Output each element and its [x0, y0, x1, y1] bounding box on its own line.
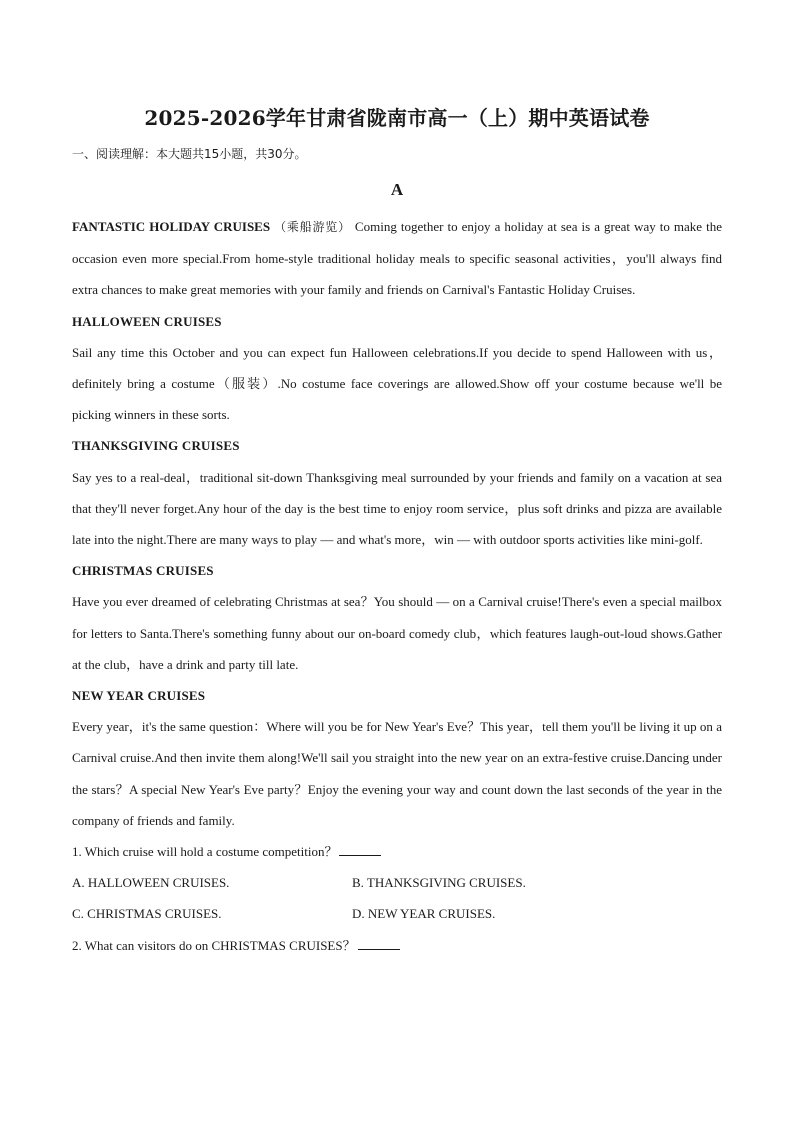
section-text-new-year: Every year，it's the same question：Where will you be for New Year's Eve？This year，tell them you'll be living it up on a Carnival cruise.And then invite them along!We'll sail you straight into the new year on an extra-festive cruise.Dancing under the stars？A special New Year's Eve party？Enjoy the evening your way and count down the last seconds of the year in the company of friends and family.: [72, 719, 722, 828]
page-title: 2025-2026学年甘肃省陇南市高一（上）期中英语试卷: [144, 106, 650, 130]
section-heading-thanksgiving: THANKSGIVING CRUISES: [72, 438, 240, 454]
part-letter: A: [390, 180, 404, 199]
section-heading-new-year: NEW YEAR CRUISES: [72, 688, 206, 704]
intro-heading: FANTASTIC HOLIDAY CRUISES: [72, 219, 271, 234]
section-heading-christmas: CHRISTMAS CRUISES: [72, 563, 214, 579]
answer-blank: [358, 937, 400, 950]
section-heading-halloween: HALLOWEEN CRUISES: [72, 313, 222, 329]
answer-blank: [339, 843, 381, 856]
intro-paragraph: [72, 211, 722, 306]
option-b: B. THANKSGIVING CRUISES.: [352, 875, 526, 891]
option-a: A. HALLOWEEN CRUISES.: [72, 875, 230, 891]
section-text-thanksgiving: Say yes to a real-deal，traditional sit-down Thanksgiving meal surrounded by your friends and family on a vacation at sea that they'll never forget.Any hour of the day is the best time to enjoy room service，plus soft drinks and pizza are available late into the night.There are many ways to play — and what's more，win — with outdoor sports activities like mini-golf.: [72, 469, 722, 548]
intro-text: Coming together to enjoy a holiday at sea is a great way to make the occasion even more special.From home-style traditional holiday meals to specific seasonal activities，you'll always find extra chances to make great memories with your family and friends on Carnival's Fantastic Holiday Cruises.: [72, 219, 722, 298]
intro-heading-cn: （乘船游览）: [274, 220, 351, 234]
question-1: [72, 836, 722, 867]
option-c: C. CHRISTMAS CRUISES.: [72, 906, 222, 922]
section-text-christmas: Have you ever dreamed of celebrating Christmas at sea？You should — on a Carnival cruise!There's even a special mailbox for letters to Santa.There's something funny about our on-board comedy club，which features laugh-out-loud shows.Gather at the club，have a drink and party till late.: [72, 594, 722, 672]
question-2: [72, 930, 722, 961]
reading-passage: [72, 211, 722, 961]
question-1-options-row-2: [72, 898, 722, 929]
question-1-stem: 1. Which cruise will hold a costume competition？: [72, 844, 338, 860]
section-text-halloween: Sail any time this October and you can expect fun Halloween celebrations.If you decide to spend Halloween with us，definitely bring a costume（服装）.No costume face coverings are allowed.Show off your costume because we'll be picking winners in these sorts.: [72, 344, 722, 423]
question-2-stem: 2. What can visitors do on CHRISTMAS CRUISES？: [72, 937, 356, 953]
question-1-options-row-1: [72, 867, 722, 898]
option-d: D. NEW YEAR CRUISES.: [352, 906, 496, 922]
section-intro: 一、阅读理解：本大题共15小题，共30分。: [72, 147, 307, 161]
